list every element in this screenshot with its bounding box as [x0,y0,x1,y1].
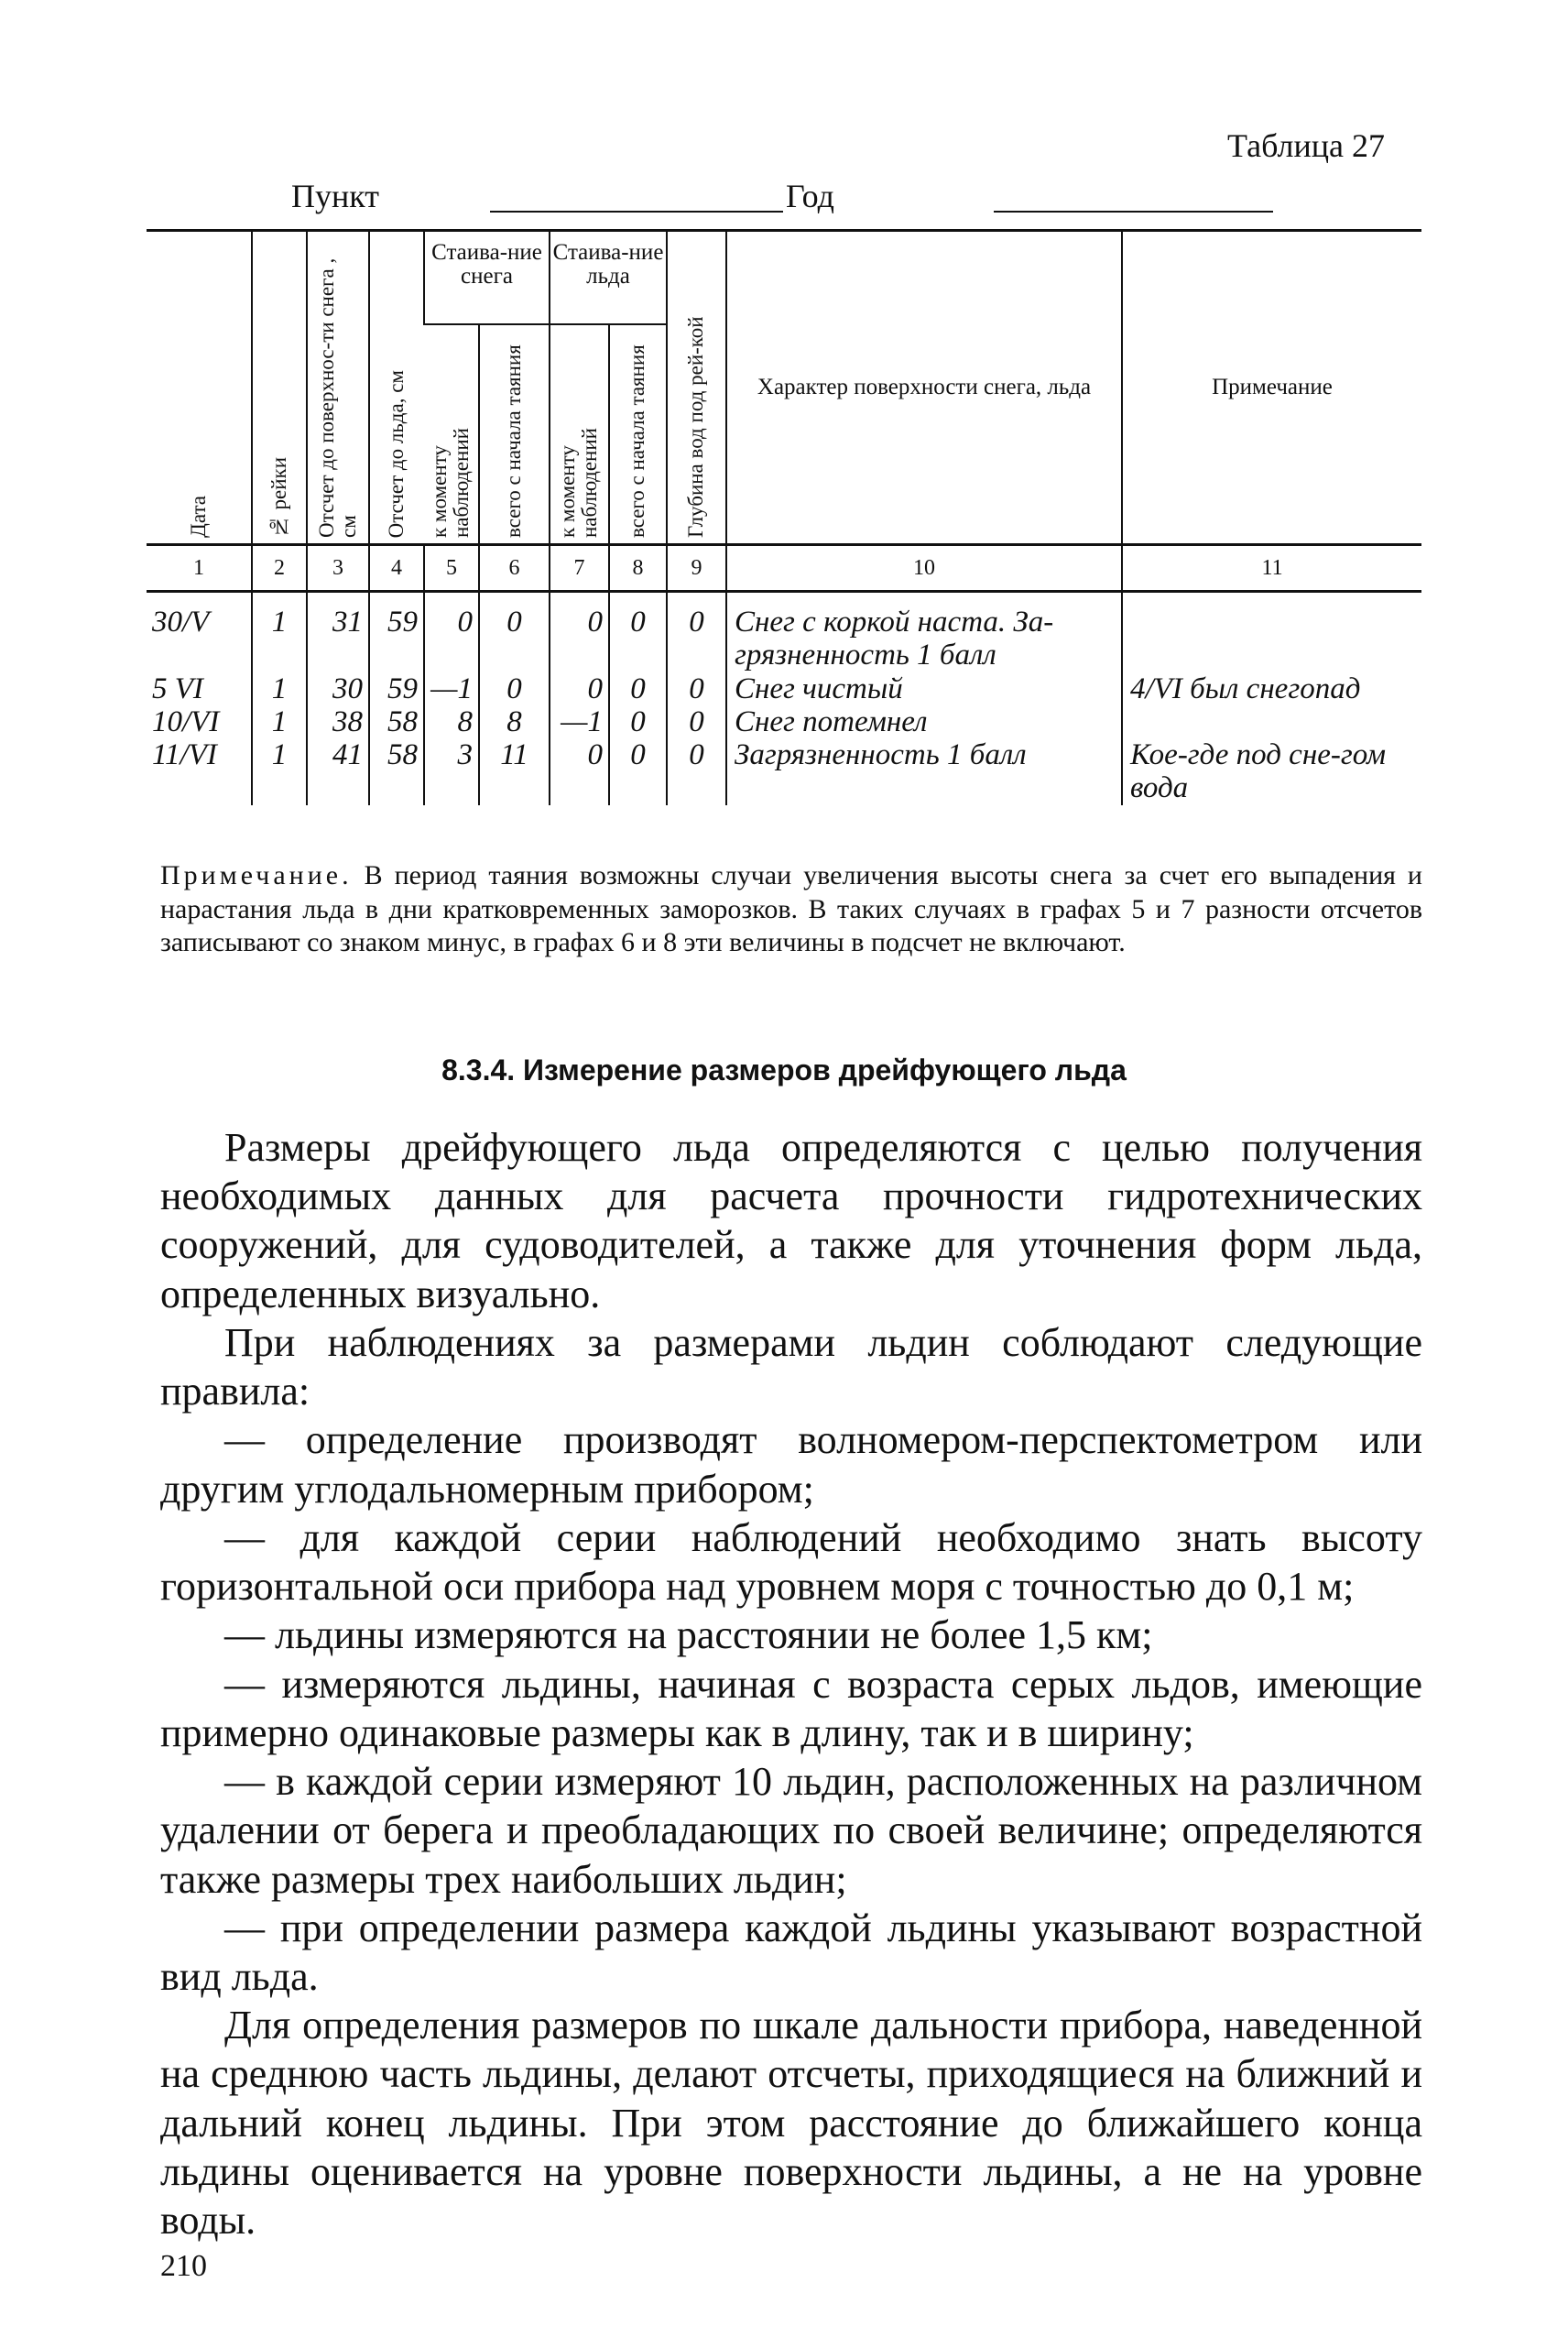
cell-depth: 0 [667,738,726,805]
col-character-header: Характер поверхности снега, льда [726,231,1122,545]
cell-snow-total: 11 [479,738,550,805]
cell-note [1122,592,1421,672]
cell-character: Загрязненность 1 балл [726,738,1122,805]
point-label: Пункт [291,178,380,214]
col-number: 8 [609,545,667,592]
cell-ice-moment: 0 [550,738,609,805]
cell-snow-read: 31 [307,592,369,672]
col-number: 11 [1122,545,1421,592]
cell-snow-moment: 3 [424,738,479,805]
year-blank [994,211,1273,213]
cell-ice-read: 58 [369,738,424,805]
cell-note [1122,705,1421,738]
cell-snow-total: 8 [479,705,550,738]
cell-ice-total: 0 [609,705,667,738]
col-number: 9 [667,545,726,592]
cell-snow-total: 0 [479,592,550,672]
cell-character: Снег с коркой наста. За-грязненность 1 балл [726,592,1122,672]
table-row [147,592,1421,672]
list-item: — для каждой серии наблюдений необходимо знать высоту горизонтальной оси прибора над уровнем моря с точностью до 0,1 м; [160,1514,1422,1610]
cell-staff: 1 [252,672,307,705]
cell-staff: 1 [252,705,307,738]
col-staff-header: № рейки [252,231,307,545]
group-snow-header: Стаива-ние снега [424,231,550,325]
section-title: 8.3.4. Измерение размеров дрейфующего льда [441,1054,1127,1087]
list-item: — определение производят волномером-перспектометром или другим углодальномерным прибором; [160,1417,1422,1512]
cell-ice-read: 58 [369,705,424,738]
col-number: 3 [307,545,369,592]
col-date-header: Дата [147,231,252,545]
column-numbers-row [147,545,1421,592]
page-number: 210 [160,2249,207,2283]
col-snow-moment-header: к моменту наблюдений [424,324,479,545]
table-row [147,705,1421,738]
col-ice-moment-header: к моменту наблюдений [550,324,609,545]
cell-ice-moment: 0 [550,672,609,705]
cell-ice-total: 0 [609,592,667,672]
col-number: 5 [424,545,479,592]
cell-character: Снег чистый [726,672,1122,705]
cell-snow-read: 41 [307,738,369,805]
cell-snow-read: 30 [307,672,369,705]
cell-snow-total: 0 [479,672,550,705]
col-depth-header: Глубина вод под рей-кой [667,231,726,545]
list-item: — при определении размера каждой льдины указывают возрастной вид льда. [160,1905,1422,1999]
table-note [160,859,1422,960]
group-ice-header: Стаива-ние льда [550,231,667,325]
cell-depth: 0 [667,705,726,738]
cell-ice-total: 0 [609,738,667,805]
cell-date: 10/VI [152,704,220,738]
cell-date: 5 VI [152,672,203,705]
cell-character: Снег потемнел [726,705,1122,738]
col-number: 7 [550,545,609,592]
cell-depth: 0 [667,592,726,672]
list-item: — в каждой серии измеряют 10 льдин, расположенных на различном удалении от берега и преобладающих по своей величине; определяются также размеры трех наибольших льдин; [160,1759,1422,1902]
year-label: Год [786,178,834,214]
cell-depth: 0 [667,672,726,705]
cell-snow-moment: 0 [424,592,479,672]
point-blank [490,211,783,213]
body-text [160,1123,1422,2244]
col-ice-total-header: всего с начала таяния [609,324,667,545]
cell-note: Кое-где под сне-гом вода [1122,738,1421,805]
cell-date: 30/V [152,606,210,639]
cell-snow-moment: 8 [424,705,479,738]
col-ice-read-header: Отсчет до льда, см [369,231,424,545]
table-caption: Таблица 27 [1227,127,1385,164]
cell-staff: 1 [252,738,307,805]
table-row [147,672,1421,705]
paragraph: При наблюдениях за размерами льдин соблюдают следующие правила: [160,1319,1422,1414]
col-number: 2 [252,545,307,592]
cell-snow-moment: —1 [424,672,479,705]
cell-note: 4/VI был снегопад [1122,672,1421,705]
cell-ice-moment: —1 [550,705,609,738]
cell-ice-read: 59 [369,672,424,705]
cell-staff: 1 [252,592,307,672]
cell-ice-read: 59 [369,592,424,672]
col-snow-total-header: всего с начала таяния [479,324,550,545]
cell-date: 11/VI [152,738,217,772]
col-note-header: Примечание [1122,231,1421,545]
paragraph: Для определения размеров по шкале дальности прибора, наведенной на среднюю часть льдины, делают отсчеты, приходящиеся на ближний и дальний конец льдины. При этом расстояние до ближайшего конца льдины оценивается на уровне поверхности льдины, а не на уровне воды. [160,2003,1422,2244]
cell-snow-read: 38 [307,705,369,738]
note-label: Примечание. [160,860,353,890]
cell-ice-total: 0 [609,672,667,705]
col-number: 6 [479,545,550,592]
col-number: 1 [147,545,252,592]
list-item: — льдины измеряются на расстоянии не более 1,5 км; [224,1612,1153,1658]
col-number: 4 [369,545,424,592]
cell-ice-moment: 0 [550,592,609,672]
list-item: — измеряются льдины, начиная с возраста серых льдов, имеющие примерно одинаковые размеры как в длину, так и в ширину; [160,1661,1422,1755]
table-row [147,738,1421,805]
paragraph: Размеры дрейфующего льда определяются с целью получения необходимых данных для расчета прочности гидротехнических сооружений, для судоводителей, а также для уточнения форм льда, определенных визуально. [160,1125,1422,1316]
observation-table [147,229,1421,805]
note-text: В период таяния возможны случаи увеличения высоты снега за счет его выпадения и нарастания льда в дни кратковременных заморозков. В таких случаях в графах 5 и 7 разности отсчетов записывают со знаком минус, в графах 6 и 8 эти величины в подсчет не включают. [160,860,1422,958]
col-number: 10 [726,545,1122,592]
col-snow-read-header: Отсчет до поверхнос-ти снега , см [307,231,369,545]
